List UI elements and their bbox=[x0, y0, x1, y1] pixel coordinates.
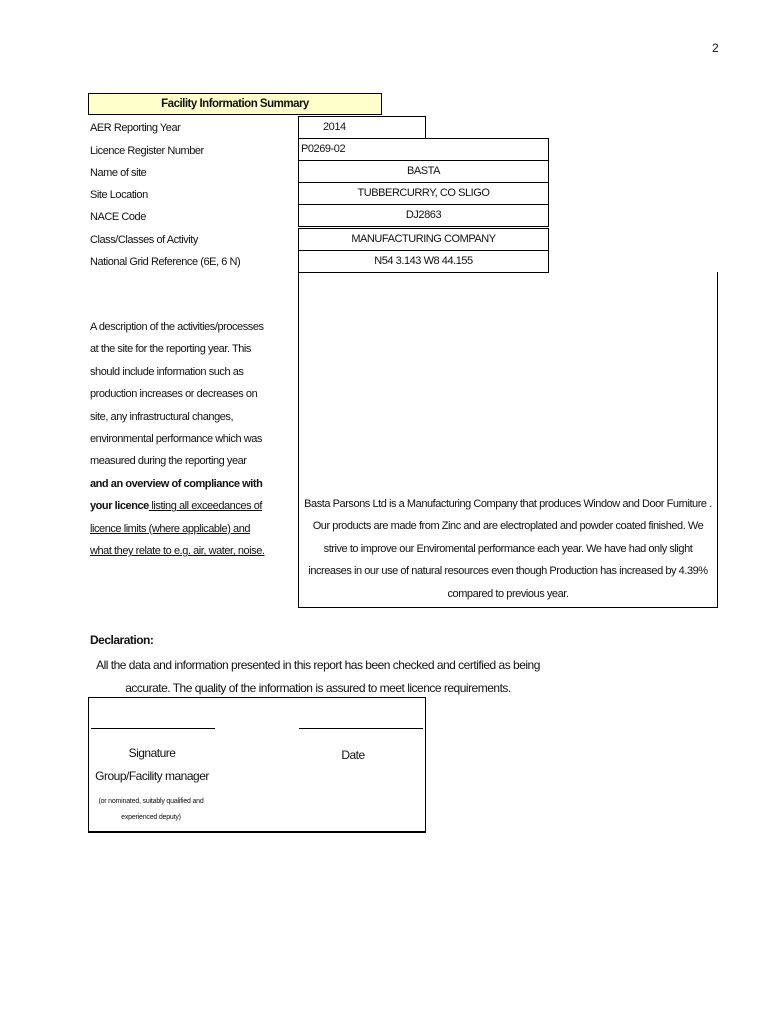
date-line bbox=[299, 728, 423, 729]
row-label-activity-class: Class/Classes of Activity bbox=[90, 234, 198, 246]
row-label-nace-code: NACE Code bbox=[90, 211, 146, 223]
deputy-note: (or nominated, suitably qualified and experienced deputy) bbox=[98, 798, 204, 821]
description-label-bold: and an overview of compliance with your licence bbox=[90, 477, 263, 513]
value-nace-code: DJ2863 bbox=[298, 204, 549, 227]
value-site-name: BASTA bbox=[298, 160, 549, 183]
signature-label: Signature bbox=[128, 746, 176, 760]
row-label-reporting-year: AER Reporting Year bbox=[90, 122, 181, 134]
role-label: Group/Facility manager bbox=[95, 769, 209, 783]
row-label-licence-number: Licence Register Number bbox=[90, 145, 204, 157]
row-label-grid-reference: National Grid Reference (6E, 6 N) bbox=[90, 256, 241, 268]
summary-title: Facility Information Summary bbox=[88, 93, 382, 115]
declaration-text: All the data and information presented in this report has been checked and certified as being accurate. The quality of the information is assured to meet licence requirements. bbox=[96, 658, 540, 695]
description-label-intro: A description of the activities/processes at the site for the reporting year. This should include information such as production increases or decreases on site, any infrastructural changes, environmental performance which was measured during the reporting year bbox=[90, 321, 264, 468]
signature-block bbox=[88, 697, 426, 833]
description-label bbox=[90, 316, 265, 562]
declaration-heading: Declaration: bbox=[90, 633, 154, 647]
date-label: Date bbox=[341, 748, 365, 762]
row-label-site-name: Name of site bbox=[90, 167, 147, 179]
row-label-site-location: Site Location bbox=[90, 189, 148, 201]
value-licence-number: P0269-02 bbox=[298, 138, 549, 161]
value-activity-class: MANUFACTURING COMPANY bbox=[298, 228, 549, 251]
value-site-location: TUBBERCURRY, CO SLIGO bbox=[298, 182, 549, 205]
description-label-underlined: listing all exceedances of licence limits (where applicable) and what they relate to e.g. air, water, noise. bbox=[90, 500, 265, 558]
page-number: 2 bbox=[712, 41, 719, 55]
description-text: Basta Parsons Ltd is a Manufacturing Company that produces Window and Door Furniture . Our products are made from Zinc and are electroplated and powder coated finished. We strive to improve our Enviromental performance each year. We have had only slight increases in our use of natural resources even though Production has increased by 4.39% compared to previous year. bbox=[304, 497, 712, 600]
description-box bbox=[298, 272, 718, 608]
signature-line bbox=[91, 728, 215, 729]
value-reporting-year: 2014 bbox=[298, 116, 426, 139]
value-grid-reference: N54 3.143 W8 44.155 bbox=[298, 250, 549, 273]
